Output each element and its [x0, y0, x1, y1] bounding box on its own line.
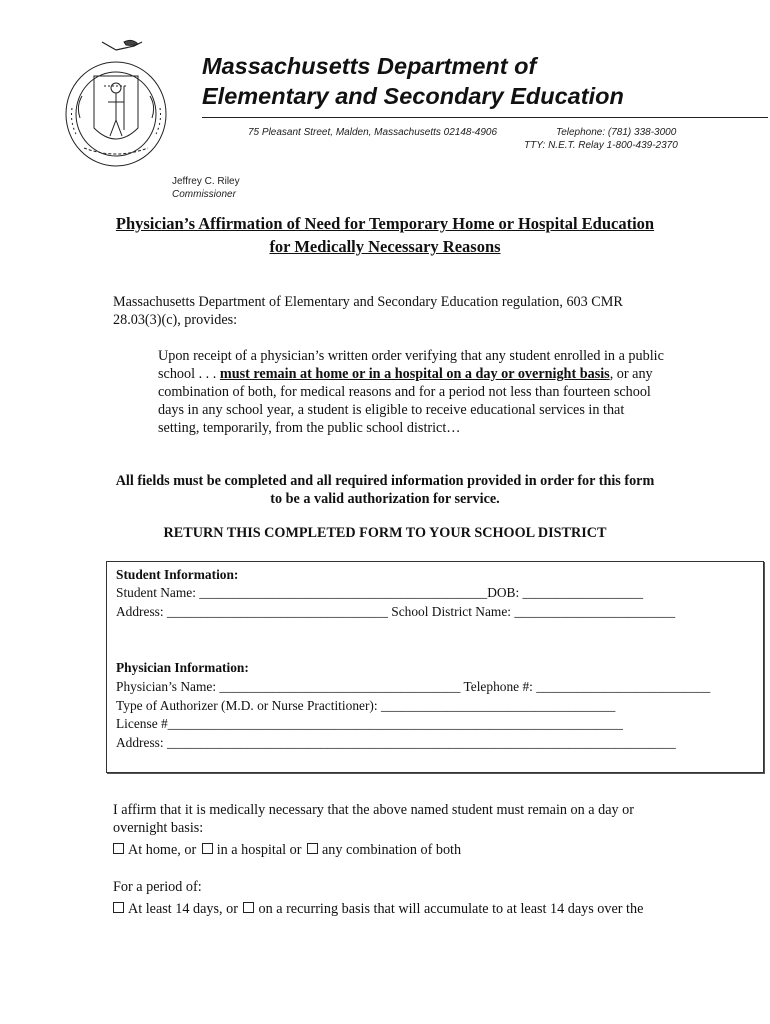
period-options [113, 901, 643, 918]
quote-line3: combination of both, for medical reasons and for a period not less than fourteen school [158, 384, 651, 400]
regulation-intro [113, 293, 713, 329]
agency-address: 75 Pleasant Street, Malden, Massachusetts 02148-4906 [248, 127, 498, 138]
agency-tty: TTY: N.E.T. Relay 1-800-439-2370 [524, 140, 678, 151]
license-field[interactable]: License #____________________________________________________________________ [116, 716, 623, 731]
form-title-line2: for Medically Necessary Reasons [269, 237, 501, 256]
quote-line4: days in any school year, a student is eligible to receive educational services in that [158, 402, 625, 418]
physician-info-heading: Physician Information: [116, 660, 249, 675]
physician-name-phone-field[interactable]: Physician’s Name: ____________________________________ Telephone #: __________________________ [116, 679, 711, 694]
return-instruction: RETURN THIS COMPLETED FORM TO YOUR SCHOOL DISTRICT [163, 525, 607, 541]
quote-line2 [158, 365, 703, 383]
commissioner-name: Jeffrey C. Riley [172, 176, 240, 187]
fourteen-days-checkbox[interactable] [113, 902, 124, 913]
combination-label: any combination of both [321, 842, 462, 858]
location-options [113, 842, 461, 859]
affirmation-statement [113, 801, 713, 837]
student-address-district-field[interactable]: Address: _________________________________ School District Name: ________________________ [116, 604, 676, 619]
intro-line2: 28.03(3)(c), provides: [113, 312, 238, 328]
form-title [0, 212, 770, 258]
recurring-label: on a recurring basis that will accumulate to at least 14 days over the [258, 901, 644, 917]
notice-line2: to be a valid authorization for service. [270, 491, 500, 507]
intro-line1: Massachusetts Department of Elementary and Secondary Education regulation, 603 CMR [113, 294, 623, 310]
agency-telephone: Telephone: (781) 338-3000 [556, 127, 677, 138]
required-fields-notice [0, 472, 770, 508]
physician-address-field[interactable]: Address: ____________________________________________________________________________ [116, 735, 676, 750]
form-title-line1: Physician’s Affirmation of Need for Temporary Home or Hospital Education [115, 214, 655, 233]
hospital-checkbox[interactable] [202, 843, 213, 854]
student-info-heading: Student Information: [116, 567, 239, 582]
regulation-quote [158, 347, 703, 437]
massachusetts-seal-logo [64, 36, 168, 168]
affirmation-line1: I affirm that it is medically necessary that the above named student must remain on a day or [113, 802, 634, 818]
student-name-dob-field[interactable]: Student Name: ___________________________________________DOB: __________________ [116, 585, 644, 600]
affirmation-line2: overnight basis: [113, 820, 204, 836]
commissioner-block [172, 175, 240, 201]
quote-line5: setting, temporarily, from the public school district… [158, 420, 461, 436]
quote-emphasis: must remain at home or in a hospital on a day or overnight basis [219, 366, 610, 382]
header-rule [202, 117, 768, 118]
authorizer-type-field[interactable]: Type of Authorizer (M.D. or Nurse Practitioner): ___________________________________ [116, 698, 616, 713]
combination-checkbox[interactable] [307, 843, 318, 854]
at-home-checkbox[interactable] [113, 843, 124, 854]
agency-name [202, 51, 624, 111]
at-home-label: At home, or [128, 842, 197, 858]
fourteen-days-label: At least 14 days, or [128, 901, 238, 917]
quote-line2-post: , or any [609, 366, 653, 382]
period-label: For a period of: [113, 879, 202, 895]
commissioner-title: Commissioner [172, 189, 236, 200]
agency-name-line2: Elementary and Secondary Education [202, 83, 624, 109]
hospital-label: in a hospital or [216, 842, 302, 858]
notice-line1: All fields must be completed and all required information provided in order for this form [115, 473, 655, 489]
quote-line2-pre: school . . . [158, 366, 220, 382]
recurring-checkbox[interactable] [243, 902, 254, 913]
agency-name-line1: Massachusetts Department of [202, 53, 537, 79]
quote-line1: Upon receipt of a physician’s written order verifying that any student enrolled in a public [158, 348, 664, 364]
